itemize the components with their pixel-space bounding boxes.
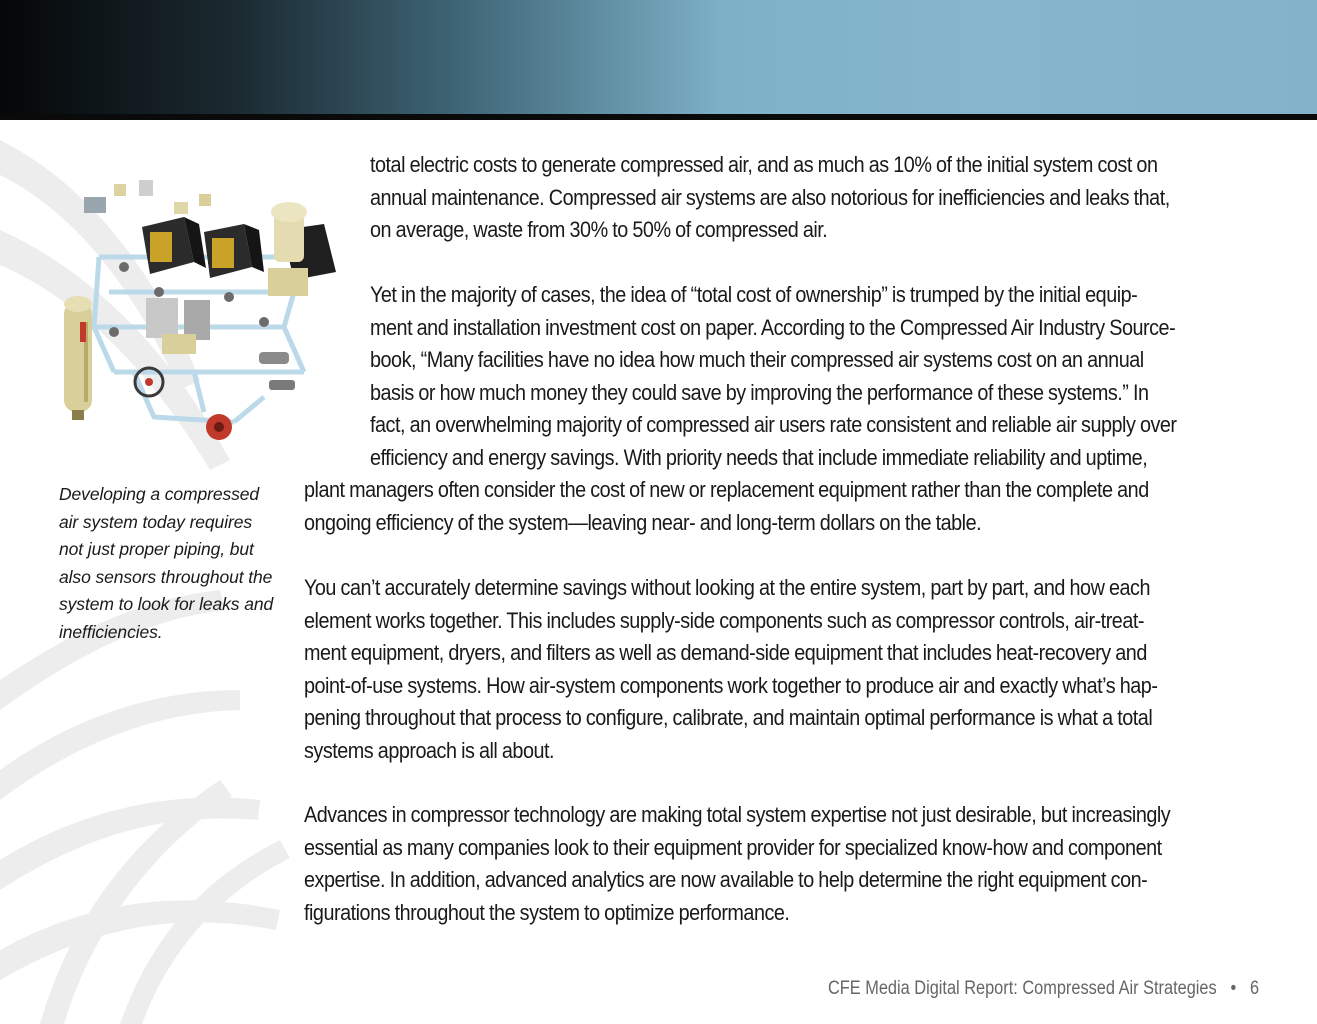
page-footer (828, 978, 1259, 1000)
text-line: ongoing efficiency of the system—leaving near- and long-term dollars on the table. (304, 509, 982, 535)
text-line: plant managers often consider the cost of new or replacement equipment rather than the complete and (304, 477, 1149, 502)
text-line: ment equipment, dryers, and filters as well as demand-side equipment that includes heat-recovery and (304, 640, 1147, 666)
text-line: point-of-use systems. How air-system components work together to produce air and exactly what’s hap- (304, 672, 1158, 698)
text-line: fact, an overwhelming majority of compressed air users rate consistent and reliable air supply over (370, 412, 1177, 438)
footer-title: CFE Media Digital Report: Compressed Air Strategies (828, 978, 1217, 999)
paragraph-2-indented (370, 279, 1177, 475)
text-line: book, “Many facilities have no idea how much their compressed air systems cost on an annual (370, 347, 1144, 373)
caption-line: not just proper piping, but (59, 539, 254, 560)
caption-line: also sensors throughout the (59, 566, 273, 587)
caption-line: system to look for leaks and (59, 594, 274, 615)
text-line: element works together. This includes supply-side components such as compressor controls, air-treat- (304, 607, 1145, 633)
text-line: systems approach is all about. (304, 737, 555, 763)
text-line: You can’t accurately determine savings without looking at the entire system, part by part, and how each (304, 575, 1150, 600)
figure-caption (59, 481, 284, 647)
paragraph-3 (304, 572, 1157, 768)
text-line: ment and installation investment cost on paper. According to the Compressed Air Industry Source- (370, 314, 1176, 340)
text-line: total electric costs to generate compressed air, and as much as 10% of the initial system cost on (370, 152, 1158, 177)
receiver-tank (64, 296, 92, 420)
text-line: expertise. In addition, advanced analytics are now available to help determine the right equipment con- (304, 867, 1148, 893)
text-line: on average, waste from 30% to 50% of compressed air. (370, 217, 828, 243)
text-line: basis or how much money they could save by improving the performance of these systems.” In (370, 379, 1149, 405)
caption-line: air system today requires (59, 511, 252, 532)
paragraph-2-continued (304, 474, 1149, 539)
text-line: essential as many companies look to their equipment provider for specialized know-how and component (304, 834, 1162, 860)
compressed-air-system-diagram-icon (54, 172, 352, 452)
caption-line: inefficiencies. (59, 621, 163, 642)
paragraph-4 (304, 799, 1170, 929)
text-line: efficiency and energy savings. With priority needs that include immediate reliability and uptime, (370, 444, 1148, 470)
footer-bullet: • (1230, 978, 1237, 999)
text-line: annual maintenance. Compressed air systems are also notorious for inefficiencies and leaks that, (370, 184, 1170, 210)
caption-line: Developing a compressed (59, 484, 260, 504)
paragraph-1 (370, 149, 1170, 247)
page-number: 6 (1249, 978, 1260, 999)
text-line: pening throughout that process to configure, calibrate, and maintain optimal performance is what a total (304, 705, 1153, 731)
text-line: Advances in compressor technology are making total system expertise not just desirable, but increasingly (304, 802, 1171, 827)
header-banner (0, 0, 1317, 114)
text-line: figurations throughout the system to optimize performance. (304, 899, 790, 925)
text-line: Yet in the majority of cases, the idea of “total cost of ownership” is trumped by the initial equip- (370, 282, 1138, 307)
